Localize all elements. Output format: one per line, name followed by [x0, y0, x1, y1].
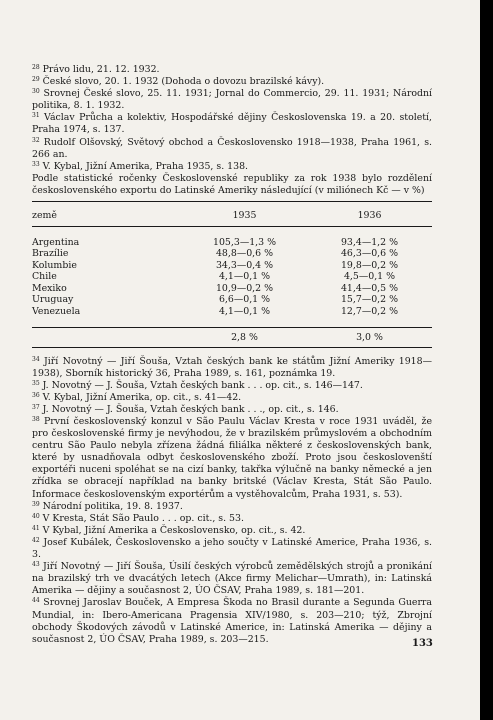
footnote-number: 44: [32, 597, 40, 605]
footnote-text: Srovnej České slovo, 25. 11. 1931; Jornal do Commercio, 29. 11. 1931; Národní politika, 8. 1. 1932.: [32, 88, 432, 112]
footnote-29: [32, 76, 432, 88]
footnote-number: 37: [32, 403, 40, 411]
footnotes-bottom: [32, 356, 432, 646]
footnote-text: Václav Průcha a kolektiv, Hospodářské dějiny Československa 19. a 20. století, Praha 1974, s. 137.: [32, 112, 432, 136]
total-label-cell: [32, 328, 182, 348]
footnote-30: [32, 88, 432, 112]
total-1936-cell: 3,0 %: [307, 328, 432, 348]
footnote-number: 43: [32, 561, 40, 569]
country-cell: Uruguay: [32, 294, 74, 306]
footnote-44: [32, 597, 432, 645]
table-row: [32, 283, 432, 295]
footnote-number: 34: [32, 355, 40, 363]
table-intro: Podle statistické ročenky Československé republiky za rok 1938 bylo rozdělení československého exportu do Latinské Ameriky následující (v miliónech Kč — v %): [32, 172, 432, 196]
table-row: [32, 306, 432, 318]
table-row: [32, 294, 432, 306]
footnote-text: J. Novotný — J. Šouša, Vztah českých bank . . ., op. cit., s. 146.: [39, 403, 339, 415]
footnote-text: Jiří Novotný — Jiří Šouša, Vztah českých bank ke státům Jižní Ameriky 1918—1938), Sborník historický 36, Praha 1989, s. 161, poznámka 19.: [32, 355, 432, 379]
value-1935-cell: 10,9—0,2 %: [215, 282, 274, 294]
footnote-number: 33: [32, 160, 40, 168]
header-country: země: [32, 206, 182, 226]
footnote-text: Národní politika, 19. 8. 1937.: [39, 500, 183, 512]
footnote-36: [32, 392, 432, 404]
page-edge-shadow: [480, 0, 493, 720]
country-cell: Brazílie: [32, 248, 69, 260]
header-1935: 1935: [182, 206, 307, 226]
footnote-number: 31: [32, 112, 40, 120]
value-1936-cell: 93,4—1,2 %: [340, 236, 399, 248]
header-1936: 1936: [307, 206, 432, 226]
footnote-number: 40: [32, 512, 40, 520]
value-1935-cell: 6,6—0,1 %: [218, 294, 271, 306]
footnote-text: V. Kybal, Jižní Amerika, Praha 1935, s. 138.: [39, 160, 249, 172]
table-row: [32, 260, 432, 272]
footnote-37: [32, 404, 432, 416]
value-1935-cell: 4,1—0,1 %: [218, 305, 271, 317]
footnote-39: [32, 501, 432, 513]
page-content: [32, 64, 432, 646]
value-1935-cell: 48,8—0,6 %: [215, 248, 274, 260]
footnote-number: 36: [32, 391, 40, 399]
value-1936-cell: 41,4—0,5 %: [340, 282, 399, 294]
total-1935-cell: 2,8 %: [182, 328, 307, 348]
value-1936-cell: 19,8—0,2 %: [340, 259, 399, 271]
footnote-text: Rudolf Olšovský, Světový obchod a Československo 1918—1938, Praha 1961, s. 266 an.: [32, 136, 432, 160]
footnote-number: 28: [32, 64, 40, 71]
footnote-text: V. Kybal, Jižní Amerika, op. cit., s. 41—42.: [39, 391, 242, 403]
footnote-35: [32, 380, 432, 392]
footnote-text: Srovnej Jaroslav Bouček, A Empresa Škoda no Brasil durante a Segunda Guerra Mundial, in: Ibero-Americana Pragensia XIV/1980, s. 203—210; týž, Zbrojní obchody Škodových závodů v Latinské Americe, in: Latinská Amerika — dějiny a současnost 2, ÚO ČSAV, Praha 1989, s. 203—215.: [32, 597, 432, 645]
footnote-text: Právo lidu, 21. 12. 1932.: [39, 64, 160, 75]
export-table-grid: [32, 201, 432, 348]
country-cell: Chile: [32, 271, 57, 283]
footnote-text: První československý konzul v São Paulu Václav Kresta v roce 1931 uváděl, že pro československé firmy je nevýhodou, že v brazilském průmyslovém a obchodním centru São Paulo nebyla zřízena žádná filiálka některé z československých bank, které by usnadňovala odbyt československého zboží. Proto jsou českoslovenští exportéři nuceni spoléhat se na cizí banky, takřka výlučně na banky německé a jen zřídka se obracejí například na banky britské (Václav Kresta, Stát São Paulo. Informace československým exportérům a vystěhovalcům, Praha 1931, s. 53).: [32, 416, 432, 500]
value-1936-cell: 12,7—0,2 %: [340, 305, 399, 317]
country-cell: Mexiko: [32, 282, 67, 294]
footnotes-top: [32, 64, 432, 197]
footnote-text: Josef Kubálek, Československo a jeho součty v Latinské Americe, Praha 1936, s. 3.: [32, 536, 432, 561]
table-row: [32, 237, 432, 249]
value-1936-cell: 15,7—0,2 %: [340, 294, 399, 306]
country-cell: Kolumbie: [32, 259, 77, 271]
country-cell: Venezuela: [32, 305, 81, 317]
footnote-42: [32, 537, 432, 561]
table-header-row: [32, 206, 432, 226]
export-table: [32, 201, 432, 348]
footnote-number: 39: [32, 500, 40, 508]
table-spacer: [32, 317, 432, 328]
value-1936-cell: 4,5—0,1 %: [343, 271, 396, 283]
footnote-number: 29: [32, 76, 40, 84]
table-spacer: [32, 226, 432, 237]
table-row: [32, 271, 432, 283]
footnote-40: [32, 513, 432, 525]
value-1935-cell: 105,3—1,3 %: [212, 236, 276, 248]
footnote-text: J. Novotný — J. Šouša, Vztah českých bank . . . op. cit., s. 146—147.: [39, 379, 363, 391]
table-total-row: [32, 328, 432, 348]
footnote-28: [32, 64, 432, 76]
footnote-number: 30: [32, 88, 40, 96]
footnote-number: 35: [32, 379, 40, 387]
country-cell: Argentina: [32, 236, 80, 248]
footnote-33: [32, 161, 432, 173]
value-1935-cell: 34,3—0,4 %: [215, 259, 274, 271]
footnote-41: [32, 525, 432, 537]
footnote-38: [32, 416, 432, 501]
value-1936-cell: 46,3—0,6 %: [340, 248, 399, 260]
footnote-32: [32, 137, 432, 161]
footnote-number: 38: [32, 416, 40, 423]
footnote-text: V Kybal, Jižní Amerika a Československo, op. cit., s. 42.: [39, 524, 306, 536]
footnote-number: 32: [32, 136, 40, 144]
table-row: [32, 248, 432, 260]
footnote-text: Jiří Novotný — Jiří Šouša, Úsilí českých výrobců zemědělských strojů a pronikání na brazilský trh ve dvacátých letech (Akce firmy Melichar—Umrath), in: Latinská Amerika — dějiny a současnost 2, ÚO ČSAV, Praha 1989, s. 181—201.: [32, 561, 432, 597]
footnote-text: České slovo, 20. 1. 1932 (Dohoda o dovozu brazilské kávy).: [39, 76, 325, 88]
footnote-34: [32, 356, 432, 380]
footnote-43: [32, 561, 432, 597]
footnote-text: V Kresta, Stát São Paulo . . . op. cit., s. 53.: [39, 512, 244, 524]
footnote-number: 41: [32, 524, 40, 532]
page-number: 133: [412, 638, 433, 649]
footnote-number: 42: [32, 536, 40, 544]
footnote-31: [32, 112, 432, 136]
value-1935-cell: 4,1—0,1 %: [218, 271, 271, 283]
